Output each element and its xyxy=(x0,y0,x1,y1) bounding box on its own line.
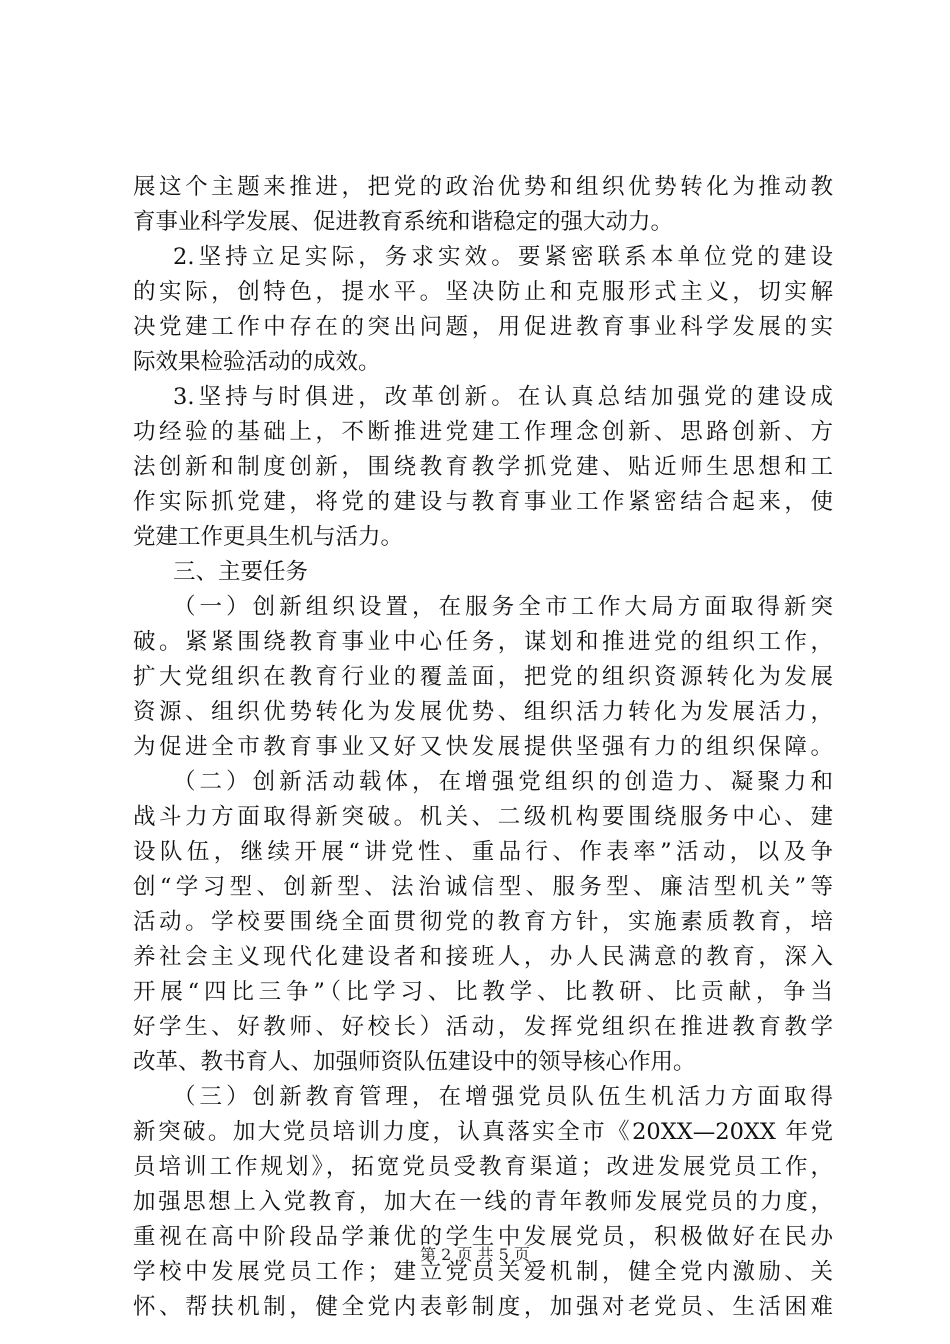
text-line: 扩大党组织在教育行业的覆盖面，把党的组织资源转化为发展 xyxy=(133,664,833,690)
text-line: 加强思想上入党教育，加大在一线的青年教师发展党员的力度， xyxy=(133,1189,833,1215)
text-line: 为促进全市教育事业又好又快发展提供坚强有力的组织保障。 xyxy=(133,734,833,760)
text-line: 展这个主题来推进，把党的政治优势和组织优势转化为推动教 xyxy=(133,174,833,200)
text-line: 育事业科学发展、促进教育系统和谐稳定的强大动力。 xyxy=(133,209,674,235)
text-line: 资源、组织优势转化为发展优势、组织活力转化为发展活力， xyxy=(133,699,833,725)
text-line: 作实际抓党建，将党的建设与教育事业工作紧密结合起来，使 xyxy=(133,489,833,515)
text-line: 学校中发展党员工作；建立党员关爱机制，健全党内激励、关 xyxy=(133,1259,833,1285)
text-line: 2.坚持立足实际，务求实效。要紧密联系本单位党的建设 xyxy=(173,244,833,270)
text-line: 活动。学校要围绕全面贯彻党的教育方针，实施素质教育，培 xyxy=(133,909,833,935)
text-line: 员培训工作规划》，拓宽党员受教育渠道；改进发展党员工作， xyxy=(133,1154,833,1180)
text-line: 重视在高中阶段品学兼优的学生中发展党员，积极做好在民办 xyxy=(133,1224,833,1250)
text-line: 好学生、好教师、好校长）活动，发挥党组织在推进教育教学 xyxy=(133,1014,833,1040)
text-line: 改革、教书育人、加强师资队伍建设中的领导核心作用。 xyxy=(133,1049,696,1075)
text-line: （二）创新活动载体，在增强党组织的创造力、凝聚力和 xyxy=(173,769,833,795)
text-line: 三、主要任务 xyxy=(173,559,309,585)
text-line: 养社会主义现代化建设者和接班人，办人民满意的教育，深入 xyxy=(133,944,833,970)
text-line: 战斗力方面取得新突破。机关、二级机构要围绕服务中心、建 xyxy=(133,804,833,830)
text-line: 决党建工作中存在的突出问题，用促进教育事业科学发展的实 xyxy=(133,314,833,340)
text-line: 法创新和制度创新，围绕教育教学抓党建、贴近师生思想和工 xyxy=(133,454,833,480)
text-line: 设队伍，继续开展“讲党性、重品行、作表率”活动，以及争 xyxy=(133,839,833,865)
text-line: 创“学习型、创新型、法治诚信型、服务型、廉洁型机关”等 xyxy=(133,874,833,900)
text-line: 3.坚持与时俱进，改革创新。在认真总结加强党的建设成 xyxy=(173,384,833,410)
text-line: （一）创新组织设置，在服务全市工作大局方面取得新突 xyxy=(173,594,833,620)
text-line: 新突破。加大党员培训力度，认真落实全市《20XX—20XX 年党 xyxy=(133,1119,833,1145)
text-line: 的实际，创特色，提水平。坚决防止和克服形式主义，切实解 xyxy=(133,279,833,305)
page-footer: 第 2 页 共 5 页 xyxy=(420,1245,530,1264)
text-line: 破。紧紧围绕教育事业中心任务，谋划和推进党的组织工作， xyxy=(133,629,833,655)
text-line: 怀、帮扶机制，健全党内表彰制度，加强对老党员、生活困难 xyxy=(133,1294,833,1320)
body-text xyxy=(133,170,833,1325)
text-line: 际效果检验活动的成效。 xyxy=(133,349,381,375)
text-line: 党建工作更具生机与活力。 xyxy=(133,524,404,550)
text-line: （三）创新教育管理，在增强党员队伍生机活力方面取得 xyxy=(173,1084,833,1110)
text-line: 功经验的基础上，不断推进党建工作理念创新、思路创新、方 xyxy=(133,419,833,445)
text-line: 开展“四比三争”（比学习、比教学、比教研、比贡献，争当 xyxy=(133,979,833,1005)
